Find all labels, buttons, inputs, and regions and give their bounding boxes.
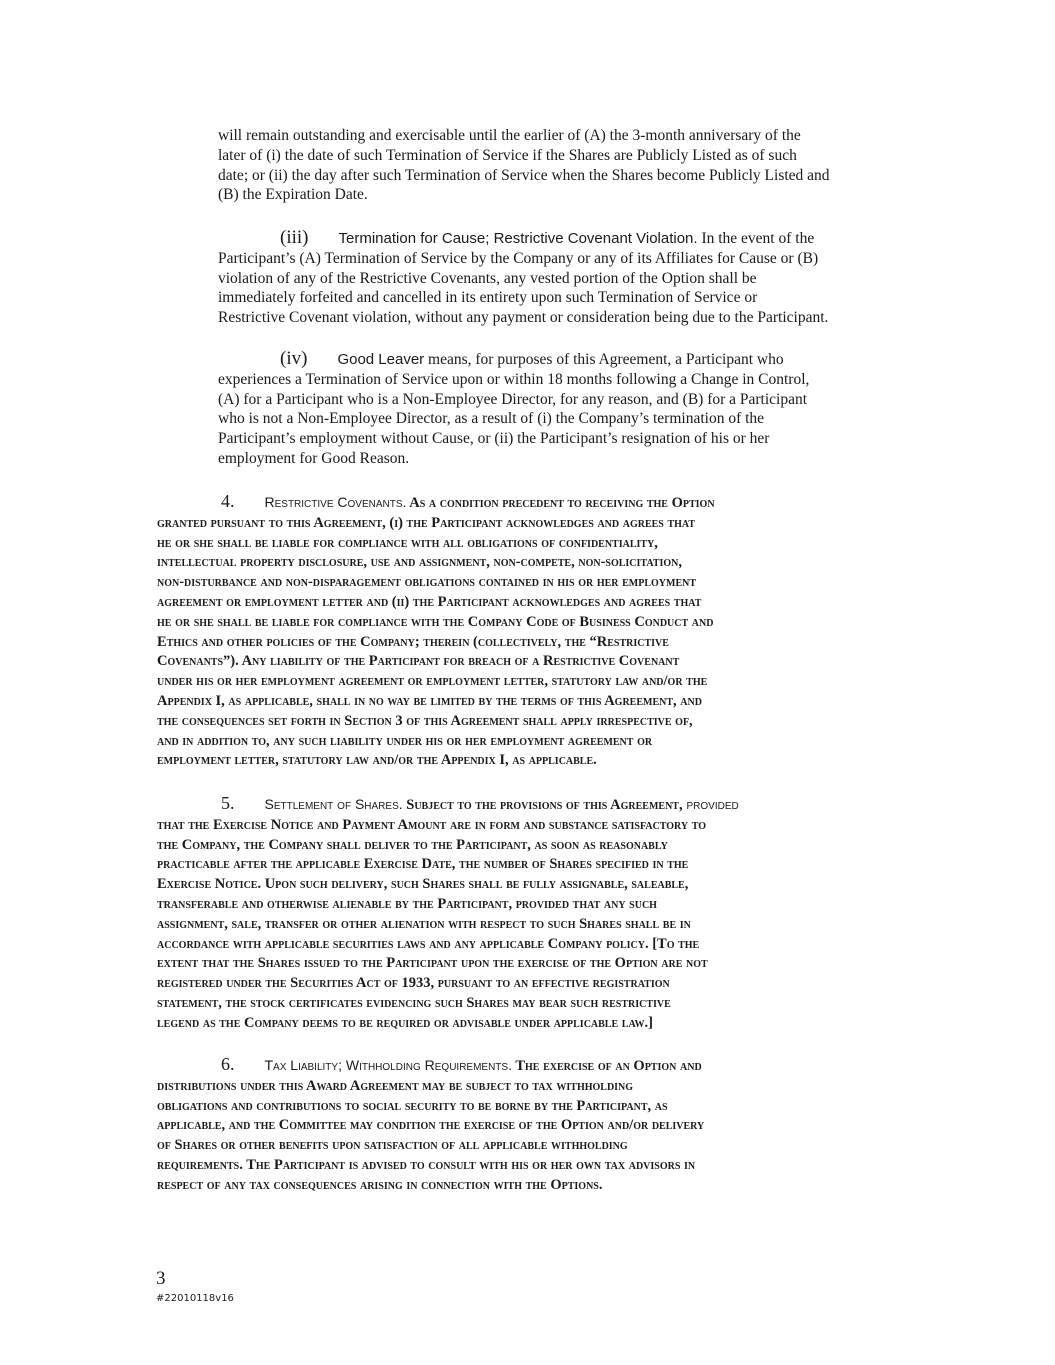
text-line: date; or (ii) the day after such Termination of Service when the Shares become Publicly Listed and <box>218 166 830 184</box>
text-line: intellectual property disclosure, use and assignment, non-compete, non-solicitation, <box>157 554 683 571</box>
subsection-heading: Good Leaver <box>337 351 425 368</box>
text-line: Ethics and other policies of the Company; therein (collectively, the “Restrictive <box>157 633 669 650</box>
text-line: Restrictive Covenant violation, without any payment or consideration being due to the Participant. <box>218 309 829 327</box>
text-line: and in addition to, any such liability under his or her employment agreement or <box>157 732 653 749</box>
text-line: Participant’s (A) Termination of Service by the Company or any of its Affiliates for Cause or (B) <box>218 249 819 267</box>
section-6 <box>157 1055 704 1196</box>
text-line: he or she shall be liable for compliance with the Company Code of Business Conduct and <box>157 613 714 630</box>
section-number: 6. <box>221 1054 235 1074</box>
section-5 <box>157 794 739 1034</box>
text-line: immediately forfeited and cancelled in its entirety upon such Termination of Service or <box>218 289 758 307</box>
text-line: who is not a Non-Employee Director, as a result of (i) the Company’s termination of the <box>218 410 765 428</box>
text-line: (B) the Expiration Date. <box>218 186 368 204</box>
text-line: the Company, the Company shall deliver to the Participant, as soon as reasonably <box>157 836 668 853</box>
section-4 <box>157 492 715 771</box>
text-line: he or she shall be liable for compliance with all obligations of confidentiality, <box>157 534 658 551</box>
text-line: registered under the Securities Act of 1933, pursuant to an effective registration <box>157 975 670 992</box>
text-line: assignment, sale, transfer or other alienation with respect to such Shares shall be in <box>157 915 691 932</box>
text-line: agreement or employment letter and (ii) the Participant acknowledges and agrees that <box>157 593 702 610</box>
section-heading: Settlement of Shares. <box>264 796 403 812</box>
subsection-iii <box>218 228 828 328</box>
text-line: practicable after the applicable Exercise Date, the number of Shares specified in the <box>157 856 689 873</box>
text-line: Covenants”). Any liability of the Participant for breach of a Restrictive Covenant <box>157 653 680 670</box>
section-number: 4. <box>221 491 235 511</box>
text-line: of Shares or other benefits upon satisfaction of all applicable withholding <box>157 1137 628 1154</box>
text-line: accordance with applicable securities laws and any applicable Company policy. [To the <box>157 935 700 952</box>
text-line: non-disturbance and non-disparagement obligations contained in his or her employment <box>157 574 697 591</box>
section-heading: Restrictive Covenants. <box>264 494 407 510</box>
text-line: respect of any tax consequences arising in connection with the Options. <box>157 1176 603 1193</box>
text-line: means, for purposes of this Agreement, a Participant who <box>424 351 784 368</box>
document-reference: #22010118v16 <box>156 1293 234 1304</box>
text-line: employment letter, statutory law and/or the Appendix I, as applicable. <box>157 752 597 769</box>
subsection-iv <box>218 349 809 469</box>
text-line: employment for Good Reason. <box>218 449 410 467</box>
text-line: under his or her employment agreement or employment letter, statutory law and/or the <box>157 673 708 690</box>
text-line: As a condition precedent to receiving the Option <box>406 495 715 511</box>
subsection-number: (iv) <box>280 348 308 369</box>
section-number: 5. <box>221 793 235 813</box>
text-line: statement, the stock certificates evidencing such Shares may bear such restrictive <box>157 994 671 1011</box>
subsection-number: (iii) <box>280 227 309 248</box>
text-line: extent that the Shares issued to the Participant upon the exercise of the Option are not <box>157 955 708 972</box>
text-line: Appendix I, as applicable, shall in no way be limited by the terms of this Agreement, and <box>157 692 702 709</box>
text-line: transferable and otherwise alienable by the Participant, provided that any such <box>157 895 657 912</box>
subsection-heading: Termination for Cause; Restrictive Covenant Violation. <box>338 230 698 247</box>
text-line: provided <box>682 796 739 812</box>
text-line: violation of any of the Restrictive Covenants, any vested portion of the Option shall be <box>218 269 757 287</box>
text-line: Participant’s employment without Cause, or (ii) the Participant’s resignation of his or her <box>218 430 770 448</box>
text-line: granted pursuant to this Agreement, (i) the Participant acknowledges and agrees that <box>157 514 696 531</box>
text-line: (A) for a Participant who is a Non-Employee Director, for any reason, and (B) for a Participant <box>218 390 808 408</box>
text-line: obligations and contributions to social security to be borne by the Participant, as <box>157 1097 668 1114</box>
text-line: Exercise Notice. Upon such delivery, such Shares shall be fully assignable, saleable, <box>157 876 689 893</box>
text-line: will remain outstanding and exercisable until the earlier of (A) the 3-month anniversary of the <box>218 127 801 144</box>
section-heading: Tax Liability; Withholding Requirements. <box>264 1057 512 1073</box>
text-line: that the Exercise Notice and Payment Amount are in form and substance satisfactory to <box>157 816 707 833</box>
text-line: the consequences set forth in Section 3 of this Agreement shall apply irrespective of, <box>157 712 693 729</box>
text-line: experiences a Termination of Service upon or within 18 months following a Change in Control, <box>218 370 810 388</box>
text-line: The exercise of an Option and <box>511 1058 702 1074</box>
text-line: In the event of the <box>697 230 815 247</box>
text-line: applicable, and the Committee may condition the exercise of the Option and/or delivery <box>157 1117 705 1134</box>
text-line: legend as the Company deems to be required or advisable under applicable law.] <box>157 1014 654 1031</box>
text-line: distributions under this Award Agreement may be subject to tax withholding <box>157 1077 634 1094</box>
text-line: requirements. The Participant is advised to consult with his or her own tax advisors in <box>157 1156 696 1173</box>
page-number: 3 <box>156 1268 166 1289</box>
text-line: Subject to the provisions of this Agreement, <box>402 797 683 813</box>
paragraph-continuation <box>218 126 830 205</box>
text-line: later of (i) the date of such Termination of Service if the Shares are Publicly Listed as of such <box>218 146 797 164</box>
